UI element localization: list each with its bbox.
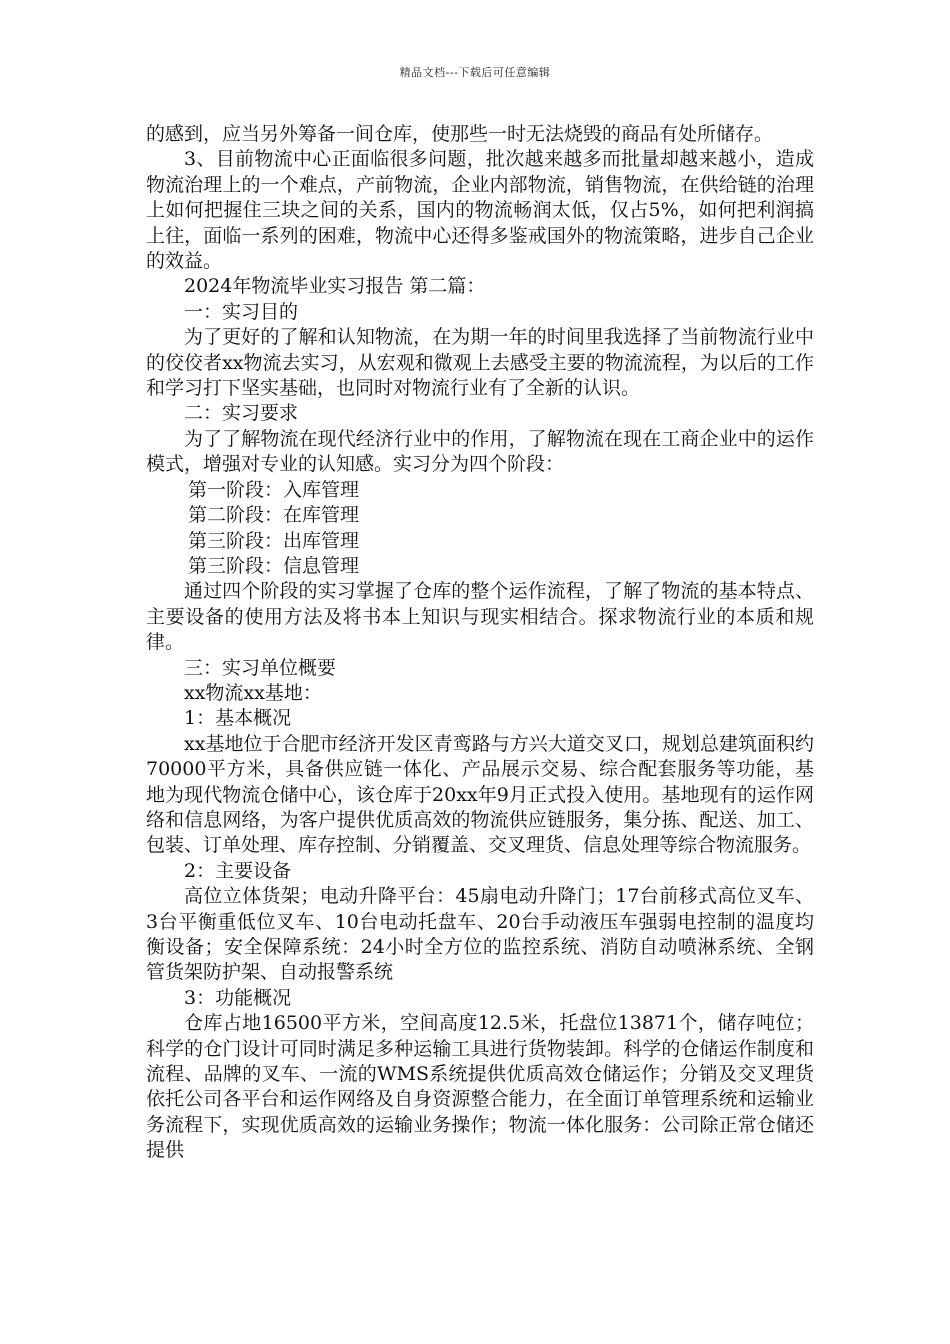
subheading-function-overview: 3：功能概况	[184, 986, 292, 1009]
subheading-main-equipment: 2：主要设备	[184, 859, 292, 882]
paragraph-stage-summary: 通过四个阶段的实习掌握了仓库的整个运作流程，了解了物流的基本特点、主要设备的使用方法及将书本上知识与现实相结合。探求物流行业的本质和规律。	[146, 580, 814, 654]
paragraph-basic-overview: xx基地位于合肥市经济开发区青鸾路与方兴大道交叉口，规划总建筑面积约70000平方米，具备供应链一体化、产品展示交易、综合配套服务等功能，基地为现代物流仓储中心，该仓库于20xx年9月正式投入使用。基地现有的运作网络和信息网络，为客户提供优质高效的物流供应链服务，集分拣、配送、加工、包装、订单处理、库存控制、分销覆盖、交叉理货、信息处理等综合物流服务。	[146, 732, 814, 857]
paragraph-continuation: 的感到，应当另外筹备一间仓库，使那些一时无法烧毁的商品有处所储存。	[146, 123, 774, 145]
stage-item: 第二阶段：在库管理	[188, 504, 360, 527]
heading-internship-requirements: 二：实习要求	[184, 402, 299, 425]
paragraph-function-overview: 仓库占地16500平方米，空间高度12.5米，托盘位13871个，储存吨位；科学的仓门设计可同时满足多种运输工具进行货物装卸。科学的仓储运作制度和流程、品牌的叉车、一流的WMS系统提供优质高效仓储运作；分销及交叉理货依托公司各平台和运作网络及自身资源整合能力，在全面订单管理系统和运输业务流程下，实现优质高效的运输业务操作；物流一体化服务：公司除正常仓储还提供	[146, 1012, 814, 1162]
paragraph-main-equipment: 高位立体货架；电动升降平台：45扇电动升降门；17台前移式高位叉车、3台平衡重低位叉车、10台电动托盘车、20台手动液压车强弱电控制的温度均衡设备；安全保障系统：24小时全方位的监控系统、消防自动喷淋系统、全钢管货架防护架、自动报警系统	[146, 885, 814, 984]
stage-item: 第一阶段：入库管理	[188, 478, 360, 501]
heading-company-overview: 三：实习单位概要	[184, 656, 337, 679]
document-body	[146, 122, 814, 1164]
paragraph-purpose: 为了更好的了解和认知物流，在为期一年的时间里我选择了当前物流行业中的佼佼者xx物流去实习，从宏观和微观上去感受主要的物流流程，为以后的工作和学习打下坚实基础，也同时对物流行业有了全新的认识。	[146, 326, 814, 400]
heading-internship-purpose: 一：实习目的	[184, 300, 299, 323]
subheading-base-name: xx物流xx基地：	[184, 681, 322, 704]
page-header: 精品文档---下载后可任意编辑	[399, 66, 551, 79]
paragraph-logistics-problems: 3、目前物流中心正面临很多问题，批次越来越多而批量却越来越小，造成物流治理上的一个难点，产前物流，企业内部物流，销售物流，在供给链的治理上如何把握住三块之间的关系，国内的物流畅润太低，仅占5%，如何把利润搞上往，面临一系列的困难，物流中心还得多鉴戒国外的物流策略，进步自己企业的效益。	[146, 148, 814, 273]
paragraph-requirements: 为了了解物流在现代经济行业中的作用，了解物流在现在工商企业中的运作模式，增强对专业的认知感。实习分为四个阶段：	[146, 427, 814, 476]
subheading-basic-overview: 1：基本概况	[184, 707, 292, 730]
stage-item: 第三阶段：信息管理	[188, 554, 360, 577]
section-title-part-two: 2024年物流毕业实习报告 第二篇：	[184, 275, 486, 298]
stage-item: 第三阶段：出库管理	[188, 529, 360, 552]
